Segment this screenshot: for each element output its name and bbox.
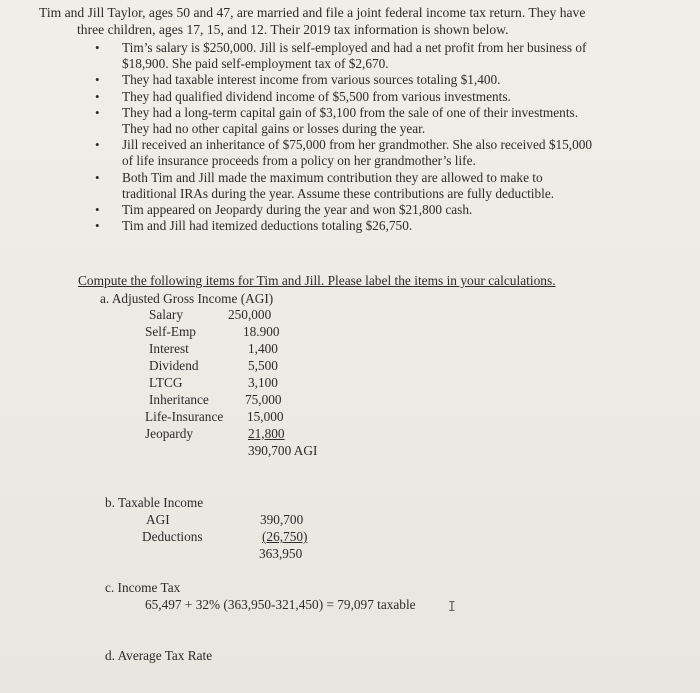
agi-value: 1,400 [248, 341, 278, 356]
list-item [95, 105, 592, 137]
part-a-heading: a. Adjusted Gross Income (AGI) [100, 291, 274, 306]
agi-label: Life-Insurance [145, 409, 224, 424]
bullet-text-line: Tim’s salary is $250,000. Jill is self-employed and had a net profit from her business of [122, 40, 587, 55]
list-item [95, 170, 592, 202]
agi-label: Salary [149, 307, 183, 322]
bullet-icon: • [95, 88, 100, 104]
bullet-text-line: of life insurance proceeds from a policy on her grandmother’s life. [122, 153, 476, 169]
bullet-icon: • [95, 40, 100, 55]
agi-label: Jeopardy [145, 426, 193, 441]
bullet-icon: • [95, 202, 100, 218]
agi-value: 5,500 [248, 358, 278, 373]
bullet-icon: • [95, 104, 100, 120]
bullet-text-line: $18,900. She paid self-employment tax of $2,670. [122, 56, 389, 72]
part-c-heading: c. Income Tax [105, 580, 181, 595]
list-item [95, 89, 592, 105]
intro-line-1: Tim and Jill Taylor, ages 50 and 47, are married and file a joint federal income tax return. They have [39, 5, 586, 20]
agi-value: 15,000 [247, 409, 284, 424]
agi-value: 21,800 [248, 426, 285, 441]
bullet-text-line: Both Tim and Jill made the maximum contribution they are allowed to make to [122, 169, 543, 185]
agi-total: 390,700 AGI [248, 443, 318, 458]
bullet-text-line: They had a long-term capital gain of $3,100 from the sale of one of their investments. [122, 104, 579, 120]
text-cursor-icon: I [448, 600, 456, 615]
bullet-text-line: They had no other capital gains or losses during the year. [122, 121, 426, 137]
part-d-heading: d. Average Tax Rate [105, 648, 213, 663]
bullet-text-line: They had taxable interest income from various sources totaling $1,400. [122, 72, 501, 88]
list-item [95, 72, 592, 88]
taxable-value: 390,700 [260, 512, 304, 527]
agi-value: 75,000 [245, 392, 282, 407]
instructions-heading: Compute the following items for Tim and Jill. Please label the items in your calculations. [78, 273, 556, 288]
bullet-text-line: They had qualified dividend income of $5,500 from various investments. [122, 88, 511, 104]
bullet-icon: • [95, 72, 100, 88]
intro-paragraph [39, 4, 585, 38]
bullet-icon: • [95, 218, 100, 234]
list-item [95, 202, 592, 218]
taxable-label: Deductions [142, 529, 203, 544]
intro-line-2: three children, ages 17, 15, and 12. Their 2019 tax information is shown below. [77, 22, 509, 37]
agi-label: Interest [149, 341, 189, 356]
bullet-text-line: Jill received an inheritance of $75,000 from her grandmother. She also received $15,000 [122, 137, 593, 153]
list-item [95, 218, 592, 234]
bullet-text-line: Tim appeared on Jeopardy during the year and won $21,800 cash. [122, 202, 473, 218]
agi-label: LTCG [149, 375, 183, 390]
bullet-icon: • [95, 137, 100, 153]
agi-value: 250,000 [228, 307, 272, 322]
taxable-total: 363,950 [259, 546, 303, 561]
bullet-icon: • [95, 169, 100, 185]
agi-value: 3,100 [248, 375, 278, 390]
agi-value: 18.900 [243, 324, 280, 339]
list-item [95, 40, 592, 72]
income-tax-formula: 65,497 + 32% (363,950-321,450) = 79,097 taxable [145, 597, 416, 612]
taxable-label: AGI [146, 512, 170, 527]
list-item [95, 137, 592, 169]
agi-label: Dividend [149, 358, 199, 373]
taxable-value: (26,750) [262, 529, 308, 544]
bullet-text-line: traditional IRAs during the year. Assume these contributions are fully deductible. [122, 185, 555, 201]
agi-label: Inheritance [149, 392, 209, 407]
bullet-text-line: Tim and Jill had itemized deductions totaling $26,750. [122, 218, 413, 234]
part-b-heading: b. Taxable Income [105, 495, 204, 510]
facts-bullet-list [95, 40, 592, 234]
agi-label: Self-Emp [145, 324, 196, 339]
